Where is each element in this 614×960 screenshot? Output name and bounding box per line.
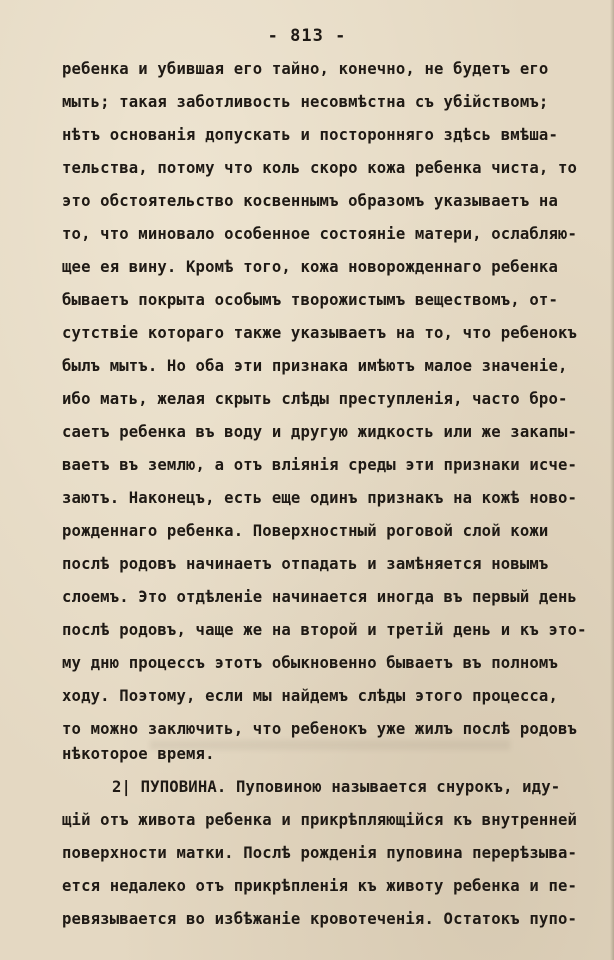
- text-line: слоемъ. Это отдѣленіе начинается иногда въ первый день: [62, 588, 578, 606]
- text-line: былъ мытъ. Но оба эти признака имѣютъ малое значеніе,: [62, 357, 568, 375]
- text-line: ребенка и убившая его тайно, конечно, не будетъ его: [62, 60, 549, 78]
- text-line: ется недалеко отъ прикрѣпленія къ животу ребенка и пе-: [62, 877, 578, 895]
- text-line: му дню процессъ этотъ обыкновенно бываетъ въ полномъ: [62, 654, 558, 672]
- text-line: рожденнаго ребенка. Поверхностный роговой слой кожи: [62, 522, 549, 540]
- page-number: - 813 -: [267, 26, 347, 46]
- page-edge-shadow: [610, 0, 614, 960]
- text-line: то, что миновало особенное состояніе матери, ослабляю-: [62, 225, 578, 243]
- text-line: нѣкоторое время.: [62, 745, 215, 763]
- text-line: это обстоятельство косвеннымъ образомъ указываетъ на: [62, 192, 558, 210]
- text-line: тельства, потому что коль скоро кожа ребенка чиста, то: [62, 159, 578, 177]
- text-line: щій отъ живота ребенка и прикрѣпляющійся къ внутренней: [62, 811, 578, 829]
- text-line: заютъ. Наконецъ, есть еще одинъ признакъ на кожѣ ново-: [62, 489, 578, 507]
- text-line: послѣ родовъ, чаще же на второй и третій день и къ это-: [62, 621, 587, 639]
- text-line: бываетъ покрыта особымъ творожистымъ веществомъ, от-: [62, 291, 558, 309]
- text-line: сутствіе котораго также указываетъ на то, что ребенокъ: [62, 324, 578, 342]
- bleed-through-shadow: [150, 740, 510, 750]
- text-line: нѣтъ основанія допускать и посторонняго здѣсь вмѣша-: [62, 126, 558, 144]
- text-line: ибо мать, желая скрыть слѣды преступленія, часто бро-: [62, 390, 568, 408]
- text-line: то можно заключить, что ребенокъ уже жилъ послѣ родовъ: [62, 720, 578, 738]
- section-heading-line: 2| ПУПОВИНА. Пуповиною называется снурокъ, иду-: [112, 778, 561, 796]
- text-line: ваетъ въ землю, а отъ вліянія среды эти признаки исче-: [62, 456, 578, 474]
- text-line: ходу. Поэтому, если мы найдемъ слѣды этого процесса,: [62, 687, 558, 705]
- text-line: мыть; такая заботливость несовмѣстна съ убійствомъ;: [62, 93, 549, 111]
- text-line: щее ея вину. Кромѣ того, кожа новорожденнаго ребенка: [62, 258, 558, 276]
- text-line: послѣ родовъ начинаетъ отпадать и замѣняется новымъ: [62, 555, 549, 573]
- text-line: саетъ ребенка въ воду и другую жидкость или же закапы-: [62, 423, 578, 441]
- text-line: ревязывается во избѣжаніе кровотеченія. Остатокъ пупо-: [62, 910, 578, 928]
- text-line: поверхности матки. Послѣ рожденія пуповина перерѣзыва-: [62, 844, 578, 862]
